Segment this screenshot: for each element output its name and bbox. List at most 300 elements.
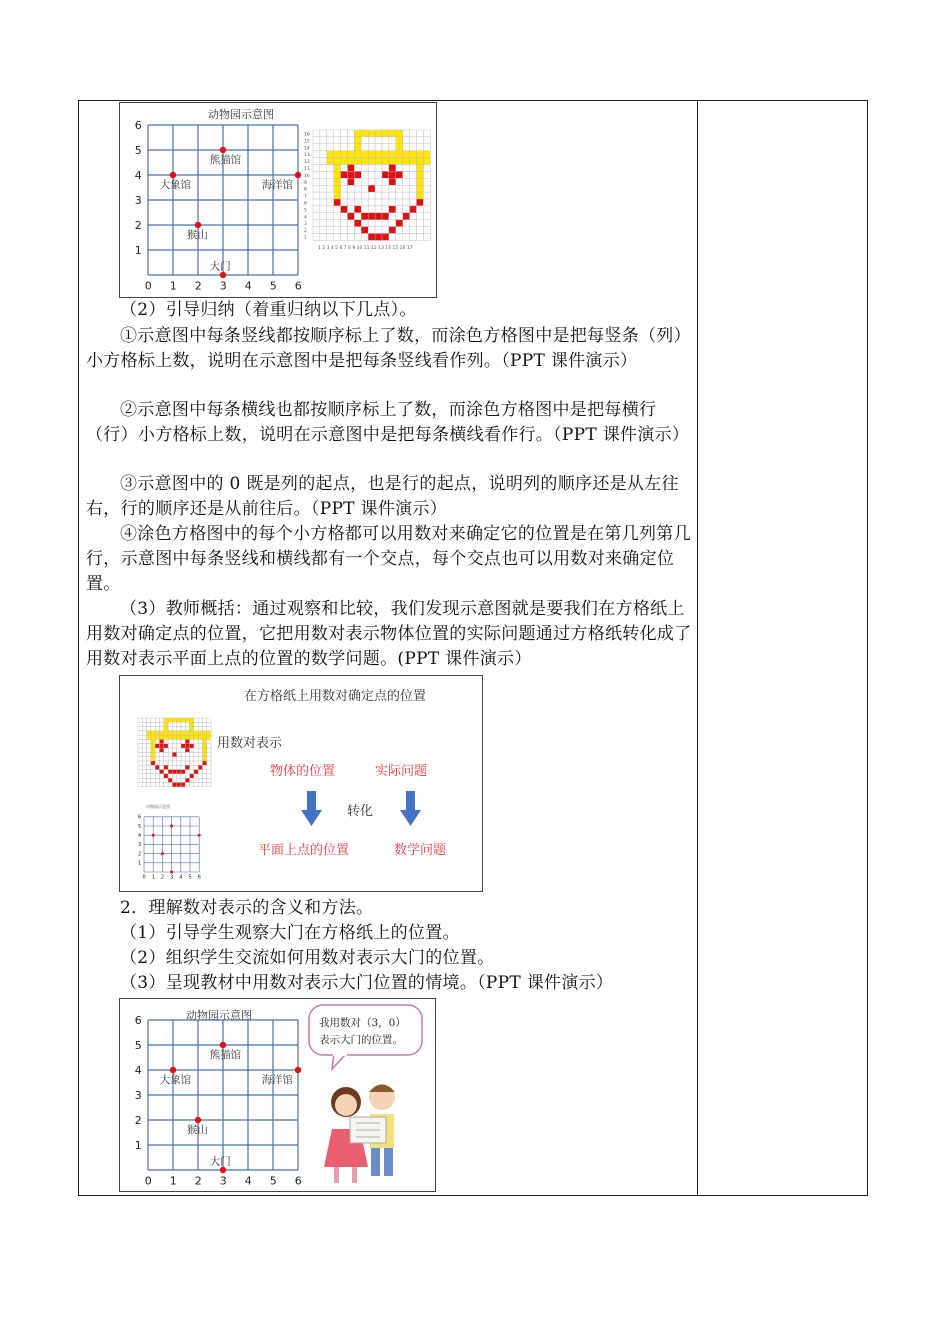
clown-cell [155,718,159,722]
clown-cell [389,227,396,234]
clown-cell [185,744,189,748]
clown-cell [198,735,202,739]
clown-cell [334,130,341,137]
clown-y-tick: 16 [304,132,310,138]
clown-cell [168,770,172,774]
label-object-position: 物体的位置 [270,764,336,779]
clown-cell [368,137,375,144]
para-point-2: ②示意图中每条横线也都按顺序标上了数，而涂色方格图中是把每横行（行）小方格标上数，说明在示意图中是把每条横线看作行。（PPT 课件演示） [86,400,690,445]
place-point [220,272,226,278]
clown-cell [160,770,164,774]
clown-cell [313,178,320,185]
clown-cell [320,192,327,199]
clown-cell [417,199,424,206]
place-label: 大象馆 [159,1074,192,1087]
clown-cell [327,130,334,137]
clown-cell [138,722,142,726]
clown-cell [354,158,361,165]
clown-cell [348,151,355,158]
clown-cell [341,185,348,192]
clown-cell [185,770,189,774]
clown-cell [368,192,375,199]
clown-cell [207,783,211,787]
clown-cell [341,144,348,151]
clown-cell [177,718,181,722]
clown-cell [327,165,334,172]
clown-cell [313,199,320,206]
clown-cell [164,752,168,756]
y-tick-label: 6 [134,1013,142,1027]
clown-cell [194,778,198,782]
clown-cell [361,130,368,137]
clown-cell [368,144,375,151]
clown-cell [168,761,172,765]
clown-cell [164,748,168,752]
clown-cell [172,722,176,726]
clown-cell [396,158,403,165]
x-tick-label: 2 [194,279,202,293]
clown-cell [334,199,341,206]
clown-cell [172,731,176,735]
clown-cell [172,761,176,765]
clown-cell [410,178,417,185]
clown-cell [194,783,198,787]
clown-cell [375,185,382,192]
clown-cell [389,220,396,227]
y-tick-label: 6 [138,814,142,821]
clown-cell [313,171,320,178]
clown-cell [198,757,202,761]
clown-cell [181,744,185,748]
clown-cell [190,783,194,787]
clown-cell [138,735,142,739]
clown-cell [164,778,168,782]
clown-cell [389,151,396,158]
clown-cell [417,206,424,213]
clown-cell [382,192,389,199]
clown-cell [185,727,189,731]
clown-cell [160,748,164,752]
clown-cell [334,144,341,151]
clown-cell [181,752,185,756]
clown-cell [320,185,327,192]
clown-cell [382,206,389,213]
clown-cell [164,757,168,761]
clown-cell [168,774,172,778]
clown-cell [190,770,194,774]
clown-cell [160,740,164,744]
clown-cell [327,199,334,206]
clown-cell [327,171,334,178]
clown-cell [354,151,361,158]
clown-cell [417,137,424,144]
clown-cell [348,178,355,185]
clown-cell [190,722,194,726]
clown-cell [334,206,341,213]
clown-cell [348,206,355,213]
clown-cell [334,220,341,227]
clown-cell [151,761,155,765]
clown-cell [334,151,341,158]
clown-cell [354,165,361,172]
clown-cell [207,722,211,726]
clown-cell [410,144,417,151]
clown-cell [185,757,189,761]
label-transform: 转化 [347,804,374,819]
speech-bubble [309,1005,422,1069]
zoo-map-title: 动物园示意图 [208,108,274,121]
clown-cell [423,199,430,206]
clown-y-tick: 3 [304,222,307,228]
clown-cell [348,227,355,234]
clown-cell [389,130,396,137]
clown-cell [320,130,327,137]
clown-cell [382,171,389,178]
clown-cell [138,778,142,782]
clown-cell [368,185,375,192]
clown-cell [138,744,142,748]
clown-cell [327,234,334,241]
place-point [170,172,176,178]
clown-cell [142,731,146,735]
clown-y-tick: 15 [304,139,310,145]
clown-cell [410,220,417,227]
clown-cell [142,740,146,744]
clown-cell [375,171,382,178]
clown-cell [320,220,327,227]
y-tick-label: 2 [138,851,142,858]
clown-cell [354,171,361,178]
x-tick-label: 3 [219,279,227,293]
clown-cell [389,158,396,165]
x-tick-label: 6 [197,874,201,881]
clown-cell [177,778,181,782]
x-tick-label: 2 [194,1174,202,1188]
clown-cell [375,213,382,220]
clown-cell [341,192,348,199]
x-tick-label: 6 [294,1174,302,1188]
clown-cell [313,234,320,241]
y-tick-label: 5 [134,143,142,157]
clown-cell [155,778,159,782]
clown-y-tick: 5 [304,208,307,214]
clown-cell [155,757,159,761]
clown-cell [194,770,198,774]
para-step-1: （1）引导学生观察大门在方格纸上的位置。 [120,923,460,943]
clown-cell [181,718,185,722]
clown-cell [382,234,389,241]
y-tick-label: 1 [138,860,142,867]
clown-cell [147,783,151,787]
clown-cell [160,735,164,739]
clown-cell [142,744,146,748]
clown-cell [164,727,168,731]
zoo-map-grid [135,119,302,292]
clown-cell [151,735,155,739]
clown-cell [327,185,334,192]
clown-cell [423,234,430,241]
y-tick-label: 4 [134,168,142,182]
clown-cell [361,144,368,151]
clown-cell [181,757,185,761]
clown-cell [203,757,207,761]
clown-cell [375,130,382,137]
clown-cell [203,744,207,748]
x-tick-label: 0 [144,279,152,293]
clown-cell [194,718,198,722]
clown-cell [375,158,382,165]
y-tick-label: 5 [138,823,142,830]
clown-cell [190,735,194,739]
zoo-map-grid-2 [135,1014,302,1187]
para-step-2: （2）组织学生交流如何用数对表示大门的位置。 [120,948,495,968]
clown-cell [341,213,348,220]
clown-cell [151,740,155,744]
clown-cell [168,727,172,731]
clown-cell [160,727,164,731]
clown-cell [368,213,375,220]
clown-cell [138,740,142,744]
clown-cell [417,185,424,192]
clown-cell [382,144,389,151]
clown-cell [389,165,396,172]
clown-cell [327,158,334,165]
clown-cell [190,774,194,778]
clown-cell [155,748,159,752]
x-tick-label: 3 [219,1174,227,1188]
clown-cell [348,199,355,206]
clown-cell [403,151,410,158]
clown-cell [147,778,151,782]
clown-cell [160,778,164,782]
clown-cell [348,171,355,178]
place-point [198,834,201,837]
clown-cell [172,765,176,769]
clown-cell [320,151,327,158]
para-teacher-summary: （3）教师概括：通过观察和比较，我们发现示意图就是要我们在方格纸上用数对确定点的位置，它把用数对表示物体位置的实际问题通过方格纸转化成了用数对表示平面上点的位置的数学问题。(PPT 课件演示） [86,599,692,669]
clown-cell [147,748,151,752]
clown-cell [313,227,320,234]
clown-cell [177,757,181,761]
clown-cell [396,234,403,241]
clown-cell [403,227,410,234]
clown-cell [348,165,355,172]
clown-cell [203,770,207,774]
clown-cell [403,213,410,220]
clown-cell [341,199,348,206]
clown-cell [389,137,396,144]
y-tick-label: 1 [134,243,142,257]
clown-cell [382,137,389,144]
clown-cell [327,213,334,220]
clown-cell [160,722,164,726]
clown-cell [190,761,194,765]
place-label: 大门 [209,1155,231,1168]
clown-cell [417,220,424,227]
clown-cell [207,757,211,761]
clown-cell [207,744,211,748]
clown-cell [382,178,389,185]
clown-cell [164,735,168,739]
clown-cell [203,748,207,752]
clown-cell [151,765,155,769]
zoo-map-title-2: 动物园示意图 [186,1009,252,1022]
clown-cell [151,752,155,756]
y-tick-label: 3 [134,1088,142,1102]
clown-cell [142,727,146,731]
clown-cell [410,192,417,199]
clown-cell [368,151,375,158]
clown-cell [198,752,202,756]
clown-cell [382,158,389,165]
clown-cell [185,761,189,765]
place-label: 大象馆 [159,179,192,192]
clown-cell [198,744,202,748]
clown-cell [410,206,417,213]
x-tick-label: 0 [142,874,146,881]
clown-cell [185,783,189,787]
clown-cell [389,206,396,213]
clown-y-tick: 14 [304,146,310,152]
clown-cell [203,752,207,756]
clown-cell [190,748,194,752]
clown-cell [172,735,176,739]
clown-cell [185,778,189,782]
clown-cell [207,761,211,765]
clown-cell [194,744,198,748]
clown-cell [348,185,355,192]
clown-cell [348,130,355,137]
place-point [152,834,155,837]
clown-cell [198,748,202,752]
clown-cell [151,778,155,782]
clown-cell [172,748,176,752]
clown-cell [142,748,146,752]
clown-cell [354,137,361,144]
clown-cell [172,778,176,782]
clown-cell [155,761,159,765]
clown-cell [168,718,172,722]
clown-cell [341,130,348,137]
clown-cell [334,213,341,220]
clown-cell [194,757,198,761]
clown-cell [142,722,146,726]
clown-cell [396,220,403,227]
clown-cell [177,783,181,787]
clown-cell [181,735,185,739]
clown-cell [361,234,368,241]
clown-cell [389,144,396,151]
clown-cell [417,144,424,151]
para-section-2: 2．理解数对表示的含义和方法。 [120,898,374,918]
clown-cell [194,731,198,735]
clown-cell [313,137,320,144]
clown-cell [203,727,207,731]
clown-cell [168,783,172,787]
clown-cell [138,770,142,774]
bubble-line-1: 我用数对（3，0） [319,1017,406,1029]
slide-title: 在方格纸上用数对确定点的位置 [244,689,427,704]
clown-cell [190,778,194,782]
clown-cell [354,185,361,192]
clown-cell [207,765,211,769]
clown-cell [389,185,396,192]
clown-cell [396,213,403,220]
clown-cell [313,158,320,165]
clown-cell [341,165,348,172]
clown-cell [361,227,368,234]
clown-y-tick: 12 [304,160,310,166]
clown-cell [361,171,368,178]
clown-y-tick: 6 [304,201,307,207]
clown-cell [142,770,146,774]
clown-cell [160,783,164,787]
clown-cell [142,757,146,761]
clown-cell [177,765,181,769]
arrow-down-left-icon [301,791,322,826]
clown-cell [354,220,361,227]
clown-cell [410,165,417,172]
clown-cell [348,220,355,227]
label-real-problem: 实际问题 [375,764,428,779]
clown-cell [403,192,410,199]
bubble-line-2: 表示大门的位置。 [319,1034,403,1046]
clown-cell [147,757,151,761]
place-label: 熊猫馆 [209,154,242,167]
clown-cell [313,165,320,172]
clown-cell [410,158,417,165]
clown-cell [172,740,176,744]
clown-cell [151,757,155,761]
clown-cell [151,783,155,787]
clown-cell [341,234,348,241]
clown-cell [203,731,207,735]
clown-cell [361,199,368,206]
clown-cell [177,770,181,774]
clown-cell [396,144,403,151]
clown-cell [160,761,164,765]
clown-cell [313,185,320,192]
clown-cell [423,151,430,158]
clown-cell [151,770,155,774]
clown-cell [155,765,159,769]
arrow-down-right-icon [400,791,421,826]
clown-cell [396,165,403,172]
clown-cell [203,735,207,739]
clown-cell [181,740,185,744]
clown-cell [375,220,382,227]
clown-cell [368,130,375,137]
place-point [220,1042,226,1048]
clown-cell [396,151,403,158]
clown-cell [327,192,334,199]
clown-cell [375,234,382,241]
clown-cell [375,206,382,213]
clown-cell [341,227,348,234]
clown-cell [417,178,424,185]
clown-cell [410,151,417,158]
place-point [220,147,226,153]
clown-cell [194,735,198,739]
clown-cell [138,731,142,735]
clown-cell [190,757,194,761]
children-illustration [324,1084,395,1183]
clown-cell [313,206,320,213]
clown-y-tick: 10 [304,173,310,179]
clown-cell [313,220,320,227]
clown-cell [417,151,424,158]
clown-y-tick: 1 [304,236,307,242]
